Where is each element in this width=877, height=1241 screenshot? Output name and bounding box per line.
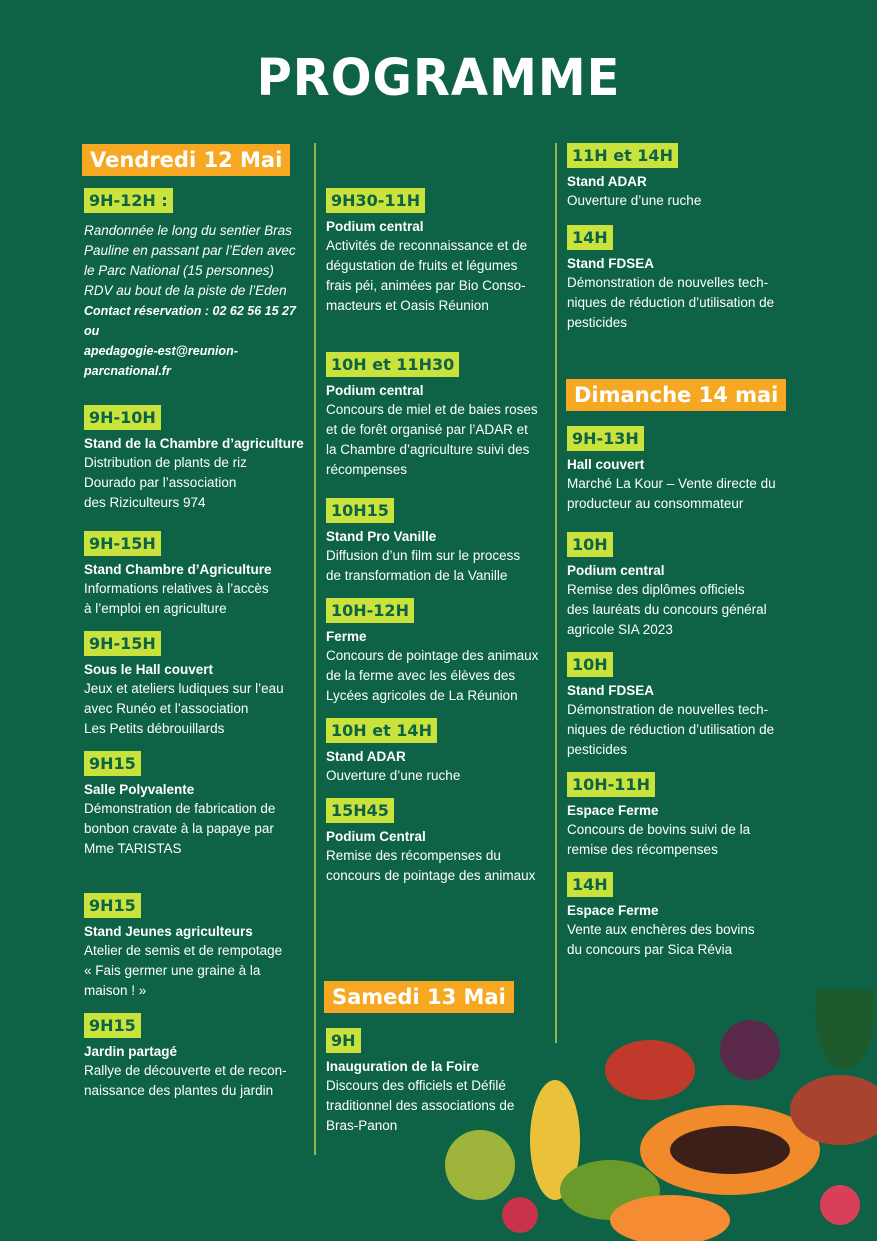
event-time-badge: 9H15 bbox=[84, 893, 141, 918]
event-item bbox=[84, 531, 309, 619]
event-item bbox=[84, 751, 309, 859]
event-time-badge: 9H30-11H bbox=[326, 188, 425, 213]
fruit-illustration bbox=[400, 990, 877, 1241]
event-time-badge: 9H bbox=[326, 1028, 361, 1053]
event-description: Concours de miel et de baies roses et de forêt organisé par l’ADAR et la Chambre d’agriculture suivi des récompenses bbox=[326, 402, 538, 477]
event-description: Informations relatives à l’accès à l’emploi en agriculture bbox=[84, 581, 269, 616]
event-title: Jardin partagé bbox=[84, 1044, 178, 1059]
papaya-inner bbox=[670, 1126, 790, 1174]
mango-shape bbox=[605, 1040, 695, 1100]
leaves-shape bbox=[815, 990, 875, 1070]
event-title: Stand ADAR bbox=[326, 749, 406, 764]
event-description: Randonnée le long du sentier Bras Pauline en passant par l’Eden avec le Parc National (15 personnes) RDV au bout de la piste de l’Eden bbox=[84, 223, 296, 298]
event-item bbox=[84, 188, 309, 381]
event-contact: Contact réservation : 02 62 56 15 27 ou apedagogie-est@reunion-parcnational.fr bbox=[84, 304, 296, 378]
event-time-badge: 10H bbox=[567, 532, 613, 557]
event-item bbox=[567, 225, 792, 333]
page-title: PROGRAMME bbox=[256, 48, 621, 108]
event-description: Concours de pointage des animaux de la ferme avec les élèves des Lycées agricoles de La Réunion bbox=[326, 648, 539, 703]
event-item bbox=[567, 532, 792, 640]
event-item bbox=[84, 405, 309, 513]
event-description: Marché La Kour – Vente directe du producteur au consommateur bbox=[567, 476, 776, 511]
event-description: Démonstration de nouvelles tech- niques de réduction d’utilisation de pesticides bbox=[567, 275, 775, 330]
event-time-badge: 9H-10H bbox=[84, 405, 161, 430]
event-item bbox=[567, 426, 792, 514]
event-title: Hall couvert bbox=[567, 457, 645, 472]
event-title: Stand ADAR bbox=[567, 174, 647, 189]
event-description: Démonstration de nouvelles tech- niques de réduction d’utilisation de pesticides bbox=[567, 702, 775, 757]
event-item bbox=[326, 598, 551, 706]
event-title: Sous le Hall couvert bbox=[84, 662, 214, 677]
event-title: Espace Ferme bbox=[567, 803, 659, 818]
event-item bbox=[84, 1013, 309, 1101]
jackfruit-shape bbox=[445, 1130, 515, 1200]
event-item bbox=[567, 772, 792, 860]
event-description: Discours des officiels et Défilé traditionnel des associations de Bras-Panon bbox=[326, 1078, 515, 1133]
event-description: Remise des diplômes officiels des lauréats du concours général agricole SIA 2023 bbox=[567, 582, 767, 637]
event-title: Stand Jeunes agriculteurs bbox=[84, 924, 253, 939]
event-description: Ouverture d’une ruche bbox=[326, 768, 461, 783]
event-item bbox=[326, 352, 551, 480]
event-item bbox=[84, 631, 309, 739]
event-time-badge: 14H bbox=[567, 872, 613, 897]
event-description: Démonstration de fabrication de bonbon cravate à la papaye par Mme TARISTAS bbox=[84, 801, 276, 856]
event-description: Atelier de semis et de rempotage « Fais germer une graine à la maison ! » bbox=[84, 943, 283, 998]
event-title: Stand de la Chambre d’agriculture bbox=[84, 436, 304, 451]
event-title: Stand FDSEA bbox=[567, 683, 655, 698]
event-time-badge: 10H-12H bbox=[326, 598, 414, 623]
column-friday-2 bbox=[326, 188, 551, 886]
event-title: Ferme bbox=[326, 629, 367, 644]
day-header-friday: Vendredi 12 Mai bbox=[82, 144, 290, 176]
event-description: Remise des récompenses du concours de pointage des animaux bbox=[326, 848, 536, 883]
event-title: Espace Ferme bbox=[567, 903, 659, 918]
event-item bbox=[567, 143, 792, 211]
event-title: Stand Pro Vanille bbox=[326, 529, 437, 544]
event-description: Diffusion d’un film sur le process de transformation de la Vanille bbox=[326, 548, 521, 583]
divider-right bbox=[555, 143, 557, 1043]
day-header-saturday: Samedi 13 Mai bbox=[324, 981, 514, 1013]
divider-left bbox=[314, 143, 316, 1155]
event-description: Jeux et ateliers ludiques sur l’eau avec Runéo et l’association Les Petits débrouillards bbox=[84, 681, 284, 736]
event-item bbox=[326, 188, 551, 316]
passionfruit-shape bbox=[720, 1020, 780, 1080]
event-description: Rallye de découverte et de recon- naissance des plantes du jardin bbox=[84, 1063, 287, 1098]
event-time-badge: 9H-13H bbox=[567, 426, 644, 451]
event-item bbox=[326, 498, 551, 586]
event-time-badge: 15H45 bbox=[326, 798, 394, 823]
event-time-badge: 9H-12H : bbox=[84, 188, 173, 213]
event-description: Activités de reconnaissance et de dégustation de fruits et légumes frais péi, animées par Bio Conso- macteurs et Oasis Réunion bbox=[326, 238, 528, 313]
event-title: Stand FDSEA bbox=[567, 256, 655, 271]
event-time-badge: 10H-11H bbox=[567, 772, 655, 797]
event-item bbox=[326, 718, 551, 786]
event-time-badge: 14H bbox=[567, 225, 613, 250]
event-description: Ouverture d’une ruche bbox=[567, 193, 702, 208]
event-time-badge: 9H-15H bbox=[84, 531, 161, 556]
event-time-badge: 10H15 bbox=[326, 498, 394, 523]
event-title: Podium central bbox=[567, 563, 665, 578]
column-saturday-cont bbox=[567, 143, 792, 333]
event-time-badge: 9H15 bbox=[84, 1013, 141, 1038]
event-title: Stand Chambre d’Agriculture bbox=[84, 562, 272, 577]
day-header-sunday: Dimanche 14 mai bbox=[566, 379, 786, 411]
event-description: Distribution de plants de riz Dourado par l’association des Riziculteurs 974 bbox=[84, 455, 247, 510]
lychee-shape bbox=[820, 1185, 860, 1225]
event-item bbox=[567, 872, 792, 960]
event-time-badge: 9H15 bbox=[84, 751, 141, 776]
event-time-badge: 10H bbox=[567, 652, 613, 677]
column-friday bbox=[84, 188, 309, 1101]
event-item bbox=[567, 652, 792, 760]
event-time-badge: 9H-15H bbox=[84, 631, 161, 656]
column-sunday bbox=[567, 426, 792, 960]
event-title: Podium central bbox=[326, 383, 424, 398]
event-time-badge: 11H et 14H bbox=[567, 143, 678, 168]
event-time-badge: 10H et 14H bbox=[326, 718, 437, 743]
event-time-badge: 10H et 11H30 bbox=[326, 352, 459, 377]
event-item bbox=[84, 893, 309, 1001]
event-description: Vente aux enchères des bovins du concours par Sica Révia bbox=[567, 922, 755, 957]
event-title: Salle Polyvalente bbox=[84, 782, 195, 797]
event-item bbox=[326, 798, 551, 886]
lychee-shape bbox=[502, 1197, 538, 1233]
event-title: Podium central bbox=[326, 219, 424, 234]
event-title: Podium Central bbox=[326, 829, 426, 844]
event-description: Concours de bovins suivi de la remise des récompenses bbox=[567, 822, 751, 857]
event-title: Inauguration de la Foire bbox=[326, 1059, 480, 1074]
